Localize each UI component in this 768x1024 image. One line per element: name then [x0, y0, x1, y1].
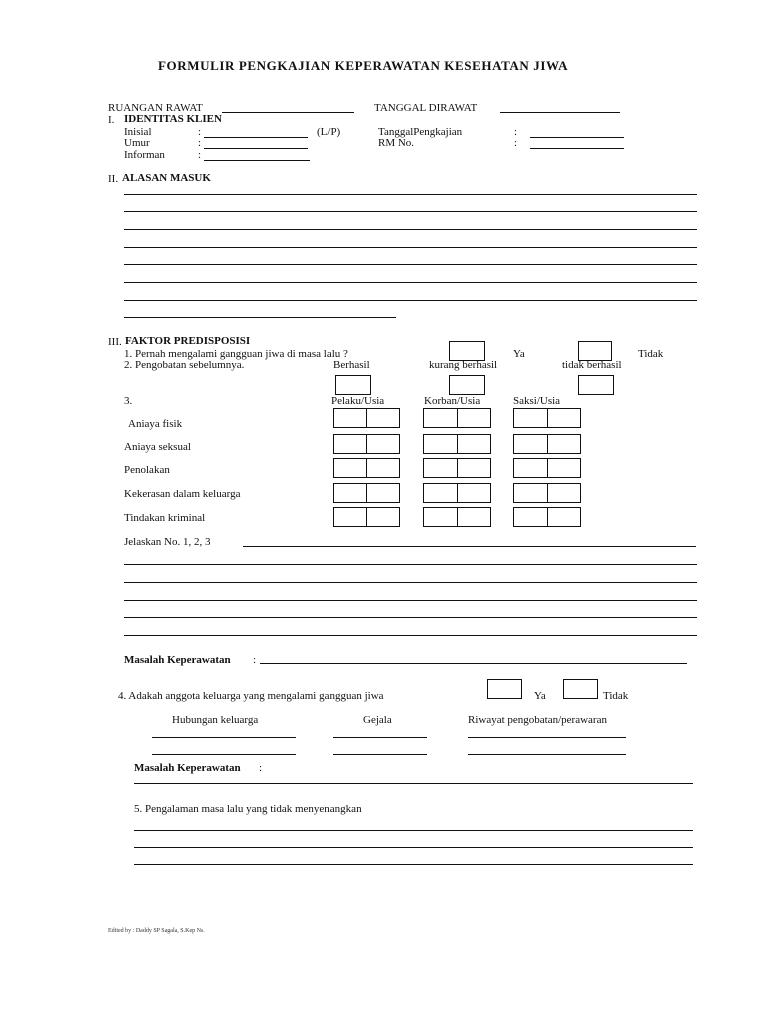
q4-tidak-label: Tidak — [603, 690, 629, 702]
ruangan-rawat-label: RUANGAN RAWAT — [108, 102, 203, 114]
informan-colon: : — [198, 149, 202, 161]
jelaskan-line[interactable] — [124, 617, 697, 618]
pelaku-usia-cell[interactable] — [366, 408, 400, 428]
pelaku-cell[interactable] — [333, 483, 367, 503]
berhasil-label: Berhasil — [333, 359, 370, 371]
q5-line[interactable] — [134, 864, 693, 865]
tanggal-pengkajian-label: TanggalPengkajian — [378, 126, 463, 138]
saksi-usia-cell[interactable] — [547, 507, 581, 527]
tanggal-pengkajian-input[interactable] — [530, 137, 624, 138]
lp-label: (L/P) — [317, 126, 341, 138]
berhasil-checkbox[interactable] — [335, 375, 371, 395]
q1-tidak-label: Tidak — [638, 348, 664, 360]
korban-cell[interactable] — [423, 483, 458, 503]
saksi-cell[interactable] — [513, 434, 548, 454]
ruangan-rawat-input[interactable] — [222, 112, 354, 113]
riwayat-input[interactable] — [468, 737, 626, 738]
informan-input[interactable] — [204, 160, 310, 161]
section1-heading: IDENTITAS KLIEN — [124, 113, 222, 125]
hubungan-keluarga-input[interactable] — [152, 737, 296, 738]
masalah-keperawatan-label: Masalah Keperawatan — [124, 654, 231, 666]
pelaku-cell[interactable] — [333, 507, 367, 527]
row-label-aniaya-seksual: Aniaya seksual — [124, 441, 191, 453]
q4-masalah-input[interactable] — [134, 783, 693, 784]
q4-masalah-label: Masalah Keperawatan — [134, 762, 241, 774]
inisial-colon: : — [198, 126, 202, 138]
rm-input[interactable] — [530, 148, 624, 149]
q2-text: 2. Pengobatan sebelumnya. — [124, 359, 245, 371]
q1-ya-label: Ya — [513, 348, 525, 360]
saksi-usia-cell[interactable] — [547, 458, 581, 478]
q4-ya-label: Ya — [534, 690, 546, 702]
alasan-line[interactable] — [124, 229, 697, 230]
q4-ya-checkbox[interactable] — [487, 679, 522, 699]
section1-number: I. — [108, 114, 115, 126]
q5-line[interactable] — [134, 847, 693, 848]
row-label-penolakan: Penolakan — [124, 464, 170, 476]
tanggal-dirawat-input[interactable] — [500, 112, 620, 113]
saksi-usia-cell[interactable] — [547, 408, 581, 428]
q1-ya-checkbox[interactable] — [449, 341, 485, 361]
row-label-kekerasan: Kekerasan dalam keluarga — [124, 488, 241, 500]
jelaskan-line[interactable] — [124, 582, 697, 583]
jelaskan-line[interactable] — [124, 635, 697, 636]
tanggal-pengkajian-colon: : — [514, 126, 518, 138]
pelaku-usia-cell[interactable] — [366, 434, 400, 454]
saksi-usia-cell[interactable] — [547, 483, 581, 503]
pelaku-cell[interactable] — [333, 434, 367, 454]
tidak-berhasil-checkbox[interactable] — [578, 375, 614, 395]
q5-line[interactable] — [134, 830, 693, 831]
tanggal-dirawat-label: TANGGAL DIRAWAT — [374, 102, 478, 114]
saksi-usia-cell[interactable] — [547, 434, 581, 454]
korban-cell[interactable] — [423, 507, 458, 527]
hubungan-keluarga-input[interactable] — [152, 754, 296, 755]
inisial-label: Inisial — [124, 126, 152, 138]
korban-cell[interactable] — [423, 458, 458, 478]
alasan-line[interactable] — [124, 300, 697, 301]
umur-input[interactable] — [204, 148, 308, 149]
saksi-cell[interactable] — [513, 507, 548, 527]
jelaskan-label: Jelaskan No. 1, 2, 3 — [124, 536, 211, 548]
hubungan-keluarga-header: Hubungan keluarga — [172, 714, 259, 726]
kurang-berhasil-checkbox[interactable] — [449, 375, 485, 395]
q1-text: 1. Pernah mengalami gangguan jiwa di masa lalu ? — [124, 348, 348, 360]
tidak-berhasil-label: tidak berhasil — [562, 359, 622, 371]
pelaku-usia-cell[interactable] — [366, 507, 400, 527]
riwayat-pengobatan-header: Riwayat pengobatan/perawaran — [468, 714, 607, 726]
row-label-aniaya-fisik: Aniaya fisik — [128, 418, 183, 430]
section2-number: II. — [108, 173, 119, 185]
saksi-header: Saksi/Usia — [513, 395, 561, 407]
alasan-line[interactable] — [124, 211, 697, 212]
riwayat-input[interactable] — [468, 754, 626, 755]
korban-cell[interactable] — [423, 434, 458, 454]
pelaku-usia-cell[interactable] — [366, 483, 400, 503]
korban-usia-cell[interactable] — [457, 434, 491, 454]
masalah-keperawatan-input[interactable] — [260, 663, 687, 664]
pelaku-cell[interactable] — [333, 458, 367, 478]
jelaskan-line[interactable] — [243, 546, 696, 547]
q4-masalah-colon: : — [259, 762, 263, 774]
inisial-input[interactable] — [204, 137, 308, 138]
umur-label: Umur — [124, 137, 150, 149]
korban-header: Korban/Usia — [424, 395, 481, 407]
saksi-cell[interactable] — [513, 458, 548, 478]
korban-usia-cell[interactable] — [457, 483, 491, 503]
rm-colon: : — [514, 137, 518, 149]
alasan-line[interactable] — [124, 264, 697, 265]
gejala-header: Gejala — [363, 714, 392, 726]
jelaskan-line[interactable] — [124, 600, 697, 601]
korban-usia-cell[interactable] — [457, 507, 491, 527]
q4-tidak-checkbox[interactable] — [563, 679, 598, 699]
korban-usia-cell[interactable] — [457, 408, 491, 428]
pelaku-usia-cell[interactable] — [366, 458, 400, 478]
q3-number: 3. — [124, 395, 133, 407]
alasan-line[interactable] — [124, 194, 697, 195]
pelaku-header: Pelaku/Usia — [331, 395, 385, 407]
korban-cell[interactable] — [423, 408, 458, 428]
saksi-cell[interactable] — [513, 483, 548, 503]
alasan-line[interactable] — [124, 317, 396, 318]
gejala-input[interactable] — [333, 754, 427, 755]
q4-text: 4. Adakah anggota keluarga yang mengalami gangguan jiwa — [118, 690, 384, 702]
q5-text: 5. Pengalaman masa lalu yang tidak menyenangkan — [134, 803, 362, 815]
edited-by-footer: Edited by : Daddy SP Sagala, S.Kep Ns. — [108, 928, 205, 934]
jelaskan-line[interactable] — [124, 564, 697, 565]
row-label-tindakan-kriminal: Tindakan kriminal — [124, 512, 206, 524]
saksi-cell[interactable] — [513, 408, 548, 428]
form-title: FORMULIR PENGKAJIAN KEPERAWATAN KESEHATAN JIWA — [158, 58, 569, 73]
section3-heading: FAKTOR PREDISPOSISI — [125, 335, 251, 347]
section2-heading: ALASAN MASUK — [122, 172, 211, 184]
korban-usia-cell[interactable] — [457, 458, 491, 478]
kurang-berhasil-label: kurang berhasil — [429, 359, 498, 371]
q1-tidak-checkbox[interactable] — [578, 341, 612, 361]
rm-label: RM No. — [378, 137, 415, 149]
masalah-keperawatan-colon: : — [253, 654, 257, 666]
section3-number: III. — [108, 336, 122, 348]
alasan-line[interactable] — [124, 282, 697, 283]
alasan-line[interactable] — [124, 247, 697, 248]
umur-colon: : — [198, 137, 202, 149]
gejala-input[interactable] — [333, 737, 427, 738]
pelaku-cell[interactable] — [333, 408, 367, 428]
informan-label: Informan — [124, 149, 165, 161]
